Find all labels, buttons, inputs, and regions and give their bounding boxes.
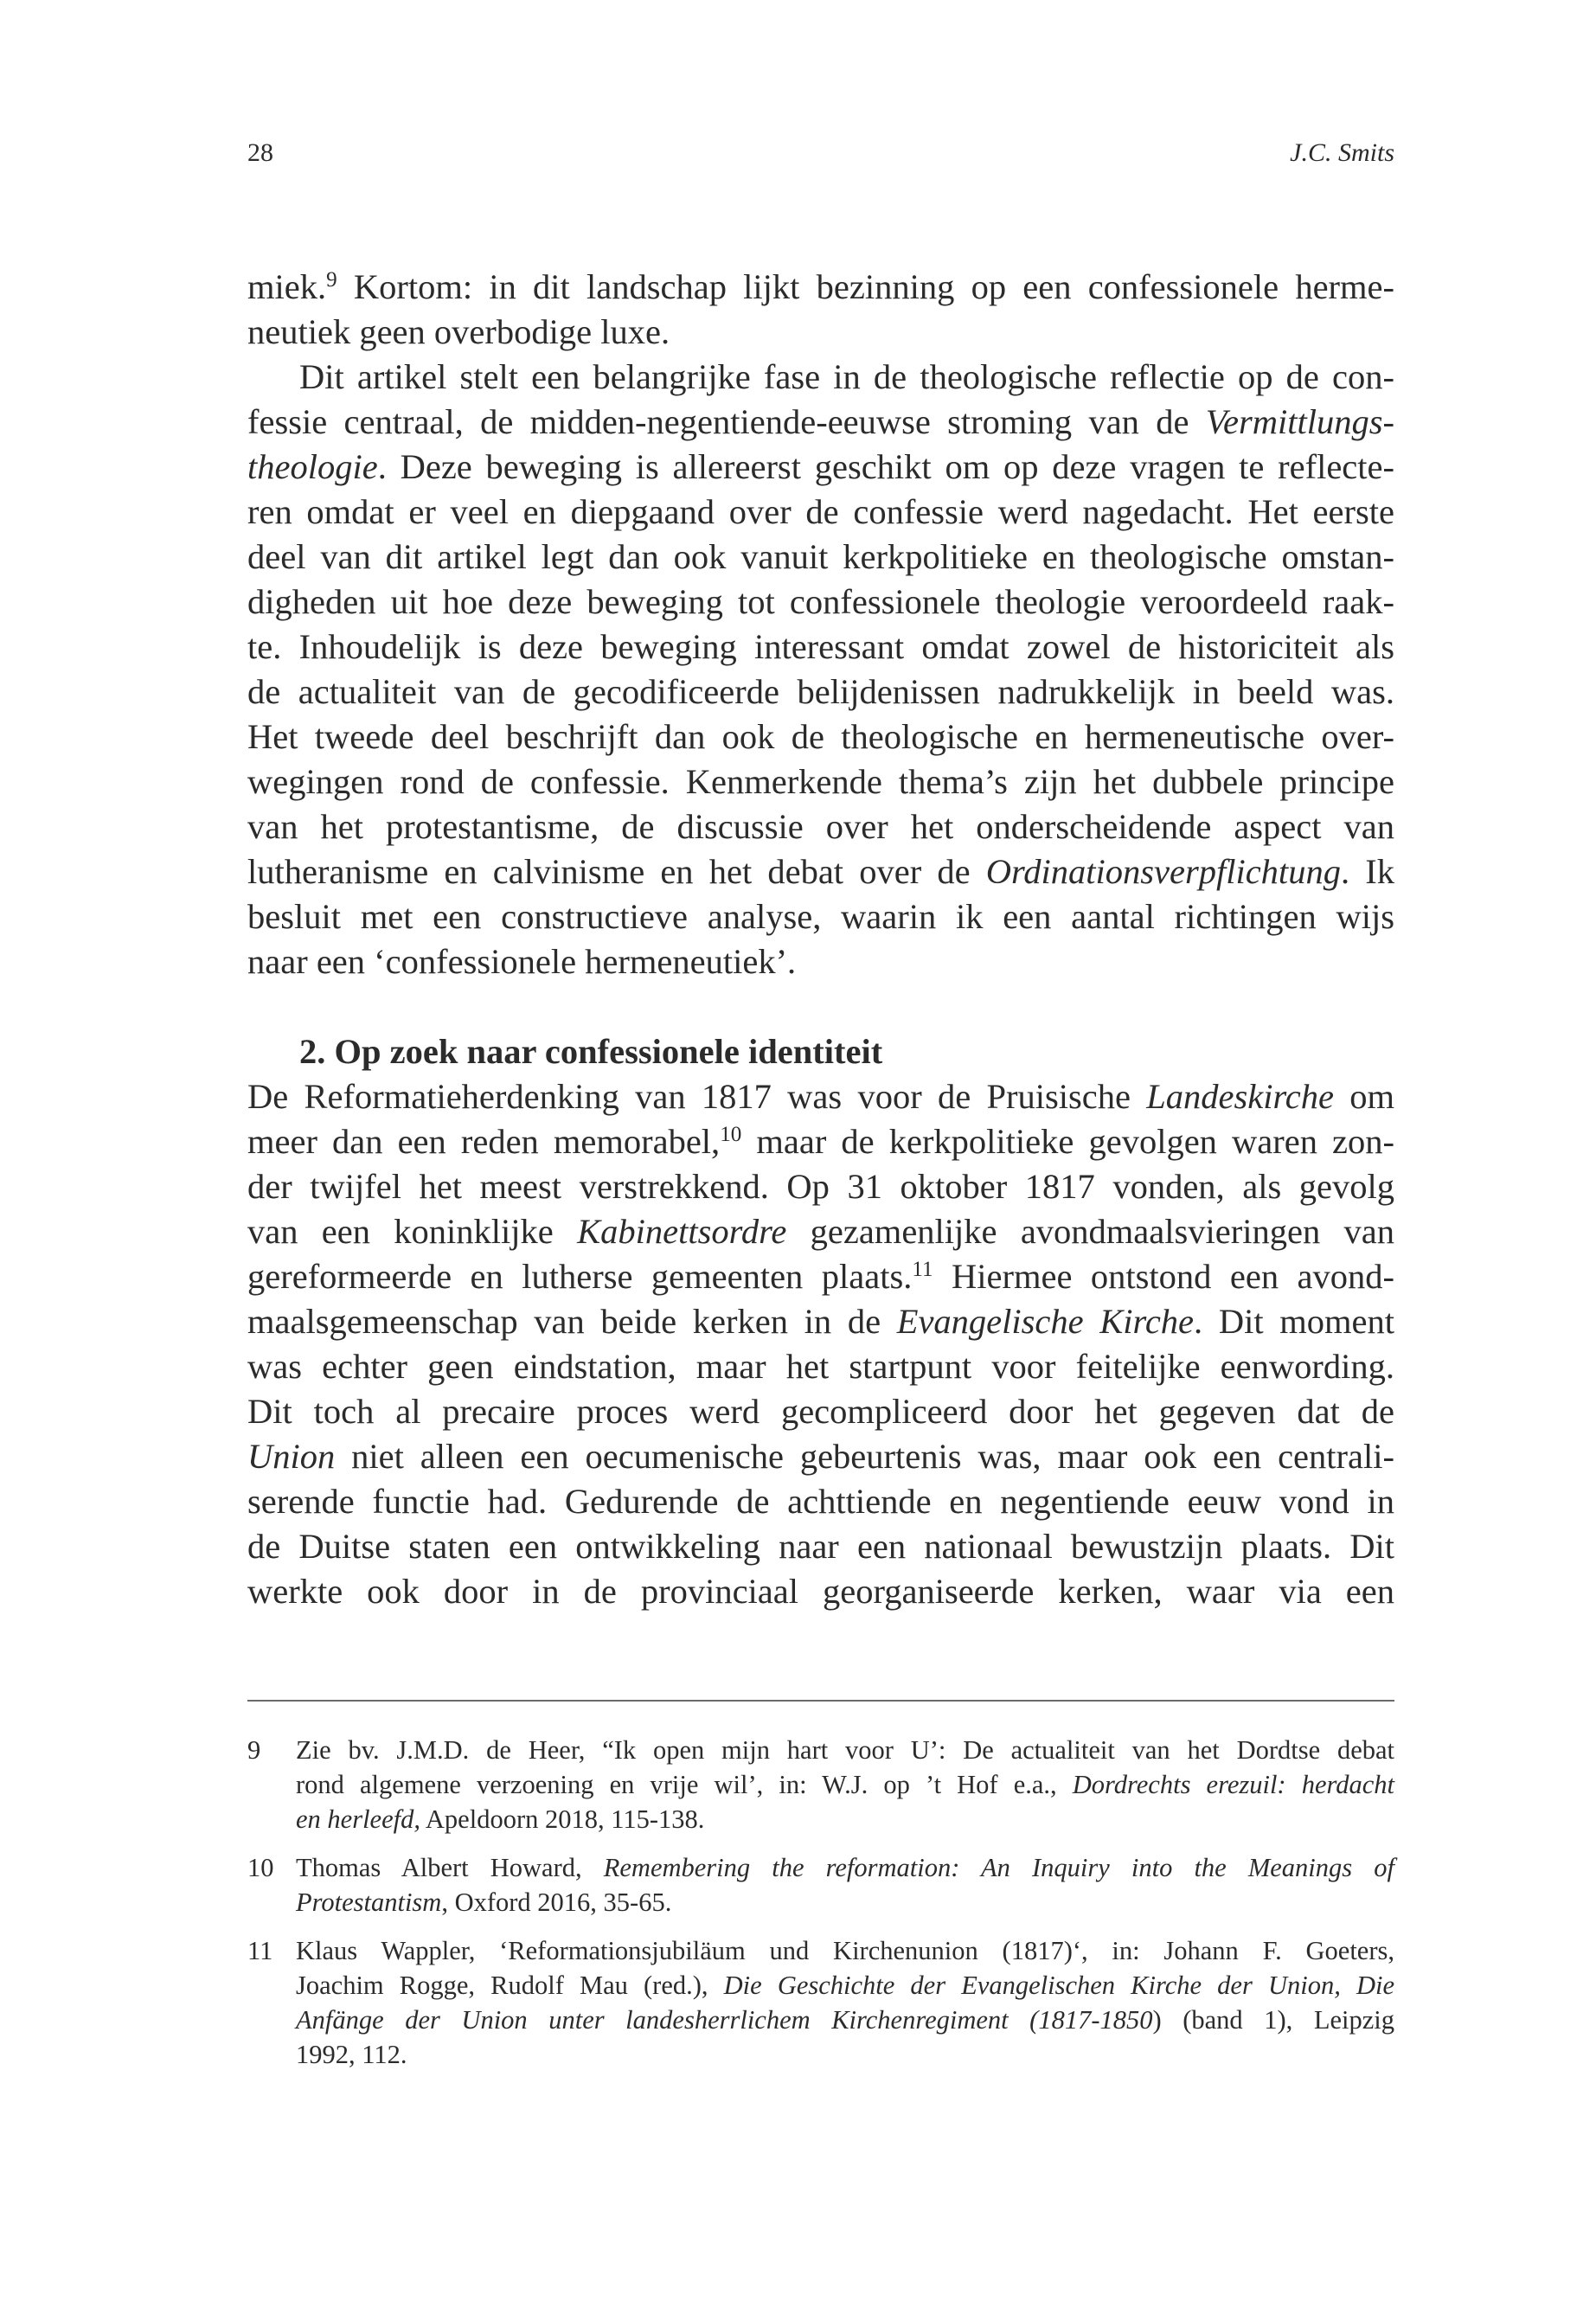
text-line: van het protestantisme, de discussie over het onderscheidende aspect van <box>247 807 1394 846</box>
paragraph <box>247 355 1394 984</box>
text-line: naar een ‘confessionele hermeneutiek’. <box>247 942 797 981</box>
text-line: gereformeerde en lutherse gemeenten plaats.$^{11}$ Hiermee ontstond een avond- <box>247 1257 1394 1296</box>
text-line: maalsgemeenschap van beide kerken in de Evangelische Kirche. Dit moment <box>247 1302 1394 1341</box>
footnote-line: Zie bv. J.M.D. de Heer, “Ik open mijn hart voor U’: De actualiteit van het Dordtse debat <box>296 1735 1394 1765</box>
text-line: Union niet alleen een oecumenische gebeurtenis was, maar ook een centrali- <box>247 1437 1394 1476</box>
text-line: theologie. Deze beweging is allereerst geschikt om op deze vragen te reflecte- <box>247 447 1394 486</box>
footnote-ref: 11 <box>912 1258 933 1282</box>
body-text <box>247 265 1394 1614</box>
text-line: meer dan een reden memorabel,$^{10}$ maar de kerkpolitieke gevolgen waren zon- <box>247 1122 1394 1161</box>
footnote-line: rond algemene verzoening en vrije wil’, in: W.J. op ’t Hof e.a., Dordrechts erezuil: herdacht <box>296 1770 1394 1799</box>
footnote-ref: 9 <box>326 268 337 292</box>
footnote-ref: 10 <box>720 1123 742 1147</box>
text-line: Dit artikel stelt een belangrijke fase in de theologische reflectie op de con- <box>299 357 1394 396</box>
section-heading: 2. Op zoek naar confessionele identiteit <box>299 1032 883 1071</box>
footnote <box>247 1733 1394 1836</box>
paragraph <box>247 1074 1394 1614</box>
footnote <box>247 1850 1394 1920</box>
text-line: deel van dit artikel legt dan ook vanuit kerkpolitieke en theologische omstan- <box>247 537 1394 576</box>
running-head: J.C. Smits <box>1290 138 1394 167</box>
text-line: werkte ook door in de provinciaal georganiseerde kerken, waar via een <box>247 1572 1394 1611</box>
footnotes <box>247 1733 1394 2086</box>
text-line: ren omdat er veel en diepgaand over de confessie werd nagedacht. Het eerste <box>247 492 1394 531</box>
text-line: Het tweede deel beschrijft dan ook de theologische en hermeneutische over- <box>247 717 1394 756</box>
footnote-line: Thomas Albert Howard, Remembering the reformation: An Inquiry into the Meanings of <box>296 1853 1394 1882</box>
text-line: de actualiteit van de gecodificeerde belijdenissen nadrukkelijk in beeld was. <box>247 672 1394 711</box>
footnote-line: 1992, 112. <box>296 2040 407 2069</box>
footnote-number: 10 <box>247 1853 274 1882</box>
text-line: wegingen rond de confessie. Kenmerkende thema’s zijn het dubbele principe <box>247 762 1394 801</box>
page-number: 28 <box>247 138 273 167</box>
text-line: digheden uit hoe deze beweging tot confessionele theologie veroordeeld raak- <box>247 582 1394 621</box>
page-header <box>247 138 1394 173</box>
text-line: serende functie had. Gedurende de achttiende en negentiende eeuw vond in <box>247 1482 1394 1521</box>
text-line: De Reformatieherdenking van 1817 was voor de Pruisische Landeskirche om <box>247 1077 1394 1116</box>
paragraph <box>247 265 1394 355</box>
text-line: lutheranisme en calvinisme en het debat over de Ordinationsverpflichtung. Ik <box>247 852 1394 891</box>
text-line: te. Inhoudelijk is deze beweging interessant omdat zowel de historiciteit als <box>247 627 1394 666</box>
footnote-line: Klaus Wappler, ‘Reformationsjubiläum und Kirchenunion (1817)‘, in: Johann F. Goeters, <box>296 1936 1394 1965</box>
footnote-number: 9 <box>247 1735 261 1765</box>
text-line: van een koninklijke Kabinettsordre gezamenlijke avondmaalsvieringen van <box>247 1212 1394 1251</box>
text-line: was echter geen eindstation, maar het startpunt voor feitelijke eenwording. <box>247 1347 1394 1386</box>
footnote-line: en herleefd, Apeldoorn 2018, 115-138. <box>296 1804 705 1834</box>
text-line: de Duitse staten een ontwikkeling naar een nationaal bewustzijn plaats. Dit <box>247 1527 1394 1566</box>
footnote-number: 11 <box>247 1936 273 1965</box>
footnote-line: Protestantism, Oxford 2016, 35-65. <box>296 1888 672 1917</box>
footnote-line: Joachim Rogge, Rudolf Mau (red.), Die Geschichte der Evangelischen Kirche der Union, Die <box>296 1971 1394 2000</box>
text-line: Dit toch al precaire proces werd gecompliceerd door het gegeven dat de <box>247 1392 1394 1431</box>
text-line: neutiek geen overbodige luxe. <box>247 312 670 351</box>
footnote-line: Anfänge der Union unter landesherrlichem Kirchenregiment (1817-1850) (band 1), Leipzig <box>296 2005 1394 2035</box>
footnote <box>247 1933 1394 2072</box>
text-line: miek.$^9$ Kortom: in dit landschap lijkt bezinning op een confessionele herme- <box>247 267 1394 306</box>
text-line: der twijfel het meest verstrekkend. Op 31 oktober 1817 vonden, als gevolg <box>247 1167 1394 1206</box>
text-line: fessie centraal, de midden-negentiende-eeuwse stroming van de Vermittlungs- <box>247 402 1394 441</box>
footnote-separator <box>247 1700 1394 1702</box>
text-line: besluit met een constructieve analyse, waarin ik een aantal richtingen wijs <box>247 897 1394 936</box>
